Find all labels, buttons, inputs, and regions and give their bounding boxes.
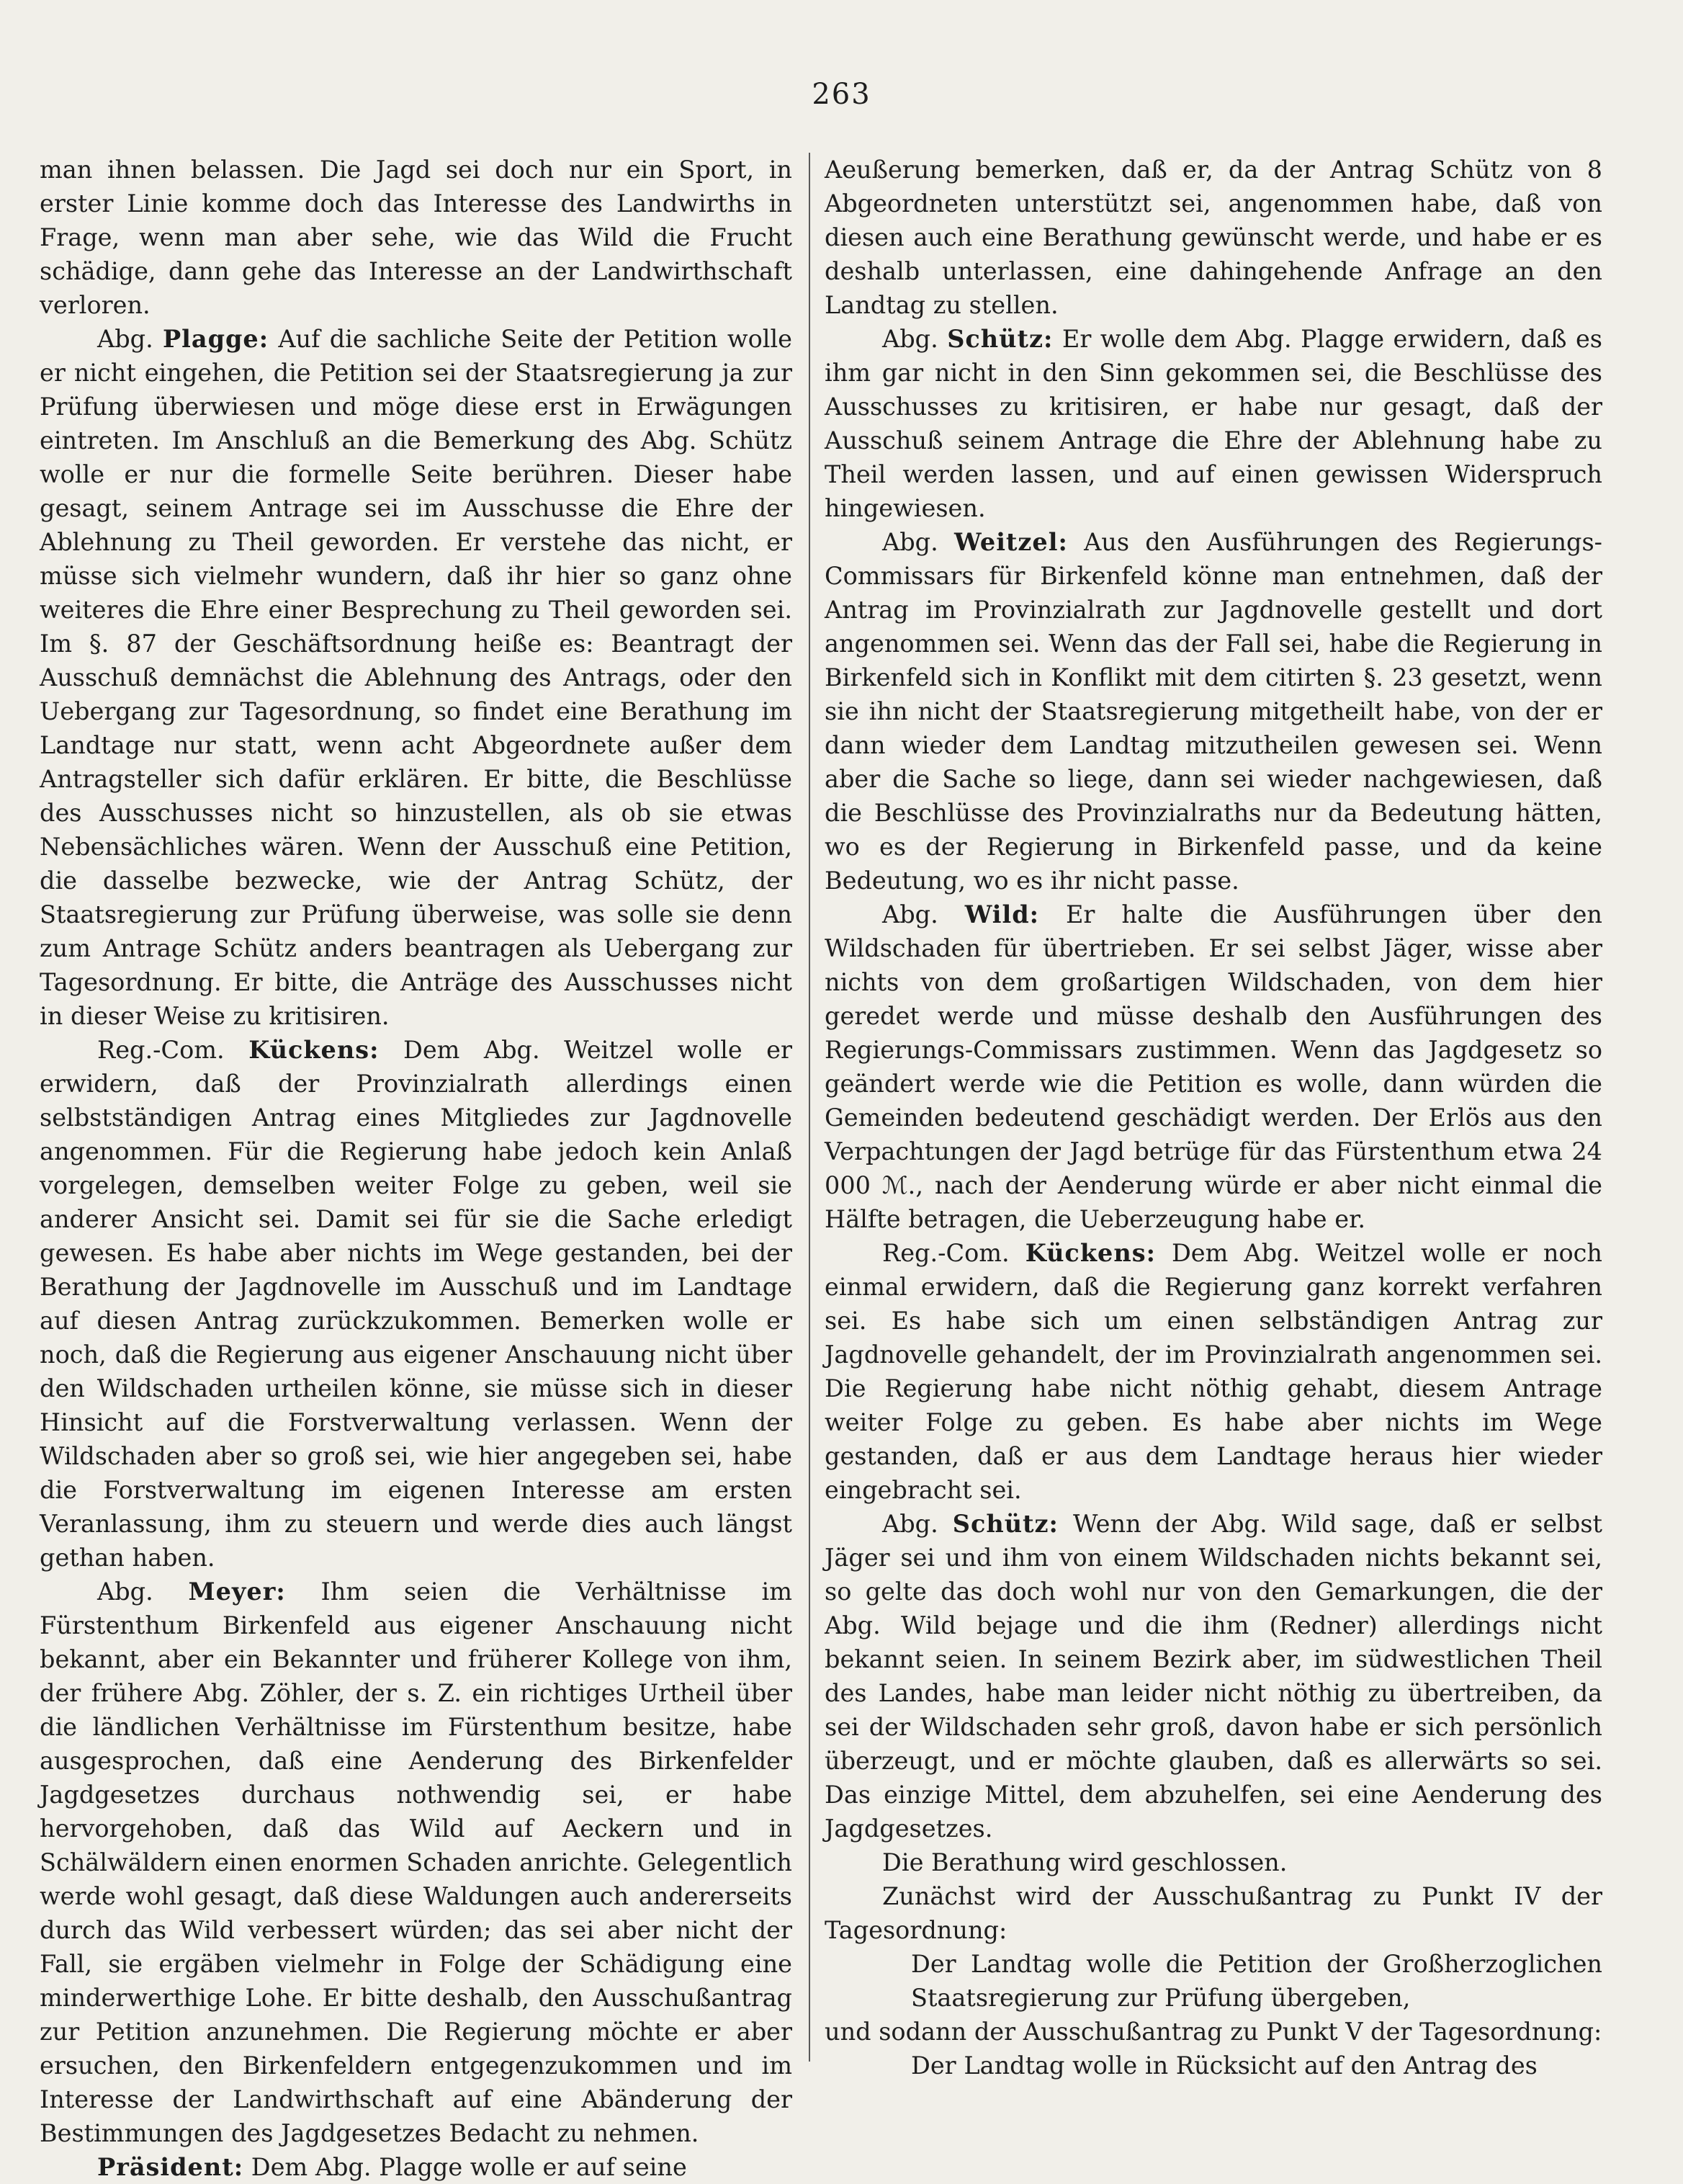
speech-text: Aus den Ausführungen des Regierungs-Commissars für Birkenfeld könne man entnehmen, daß der Antrag im Provinzialrath zur Jagdnovelle gestellt und dort angenommen sei. Wenn das der Fall sei, habe die Regierung in Birkenfeld sich in Konflikt mit dem citirten §. 23 gesetzt, wenn sie ihn nicht der Staatsregierung mitgetheilt habe, von der er dann wieder dem Landtag mitzutheilen gewesen sei. Wenn aber die Sache so liege, dann sei wieder nachgewiesen, daß die Beschlüsse des Provinzialraths nur da Bedeutung hätten, wo es der Regierung in Birkenfeld passe, und da keine Bedeutung, wo es ihr nicht passe. [825,528,1602,895]
right-text-column [825,153,1602,2080]
speech-paragraph [40,2150,792,2184]
speaker-prefix: Abg. [882,900,938,928]
speaker-prefix: Abg. [97,325,153,353]
speech-paragraph [825,1507,1602,1845]
speaker-name: Schütz: [952,1510,1059,1538]
speech-paragraph [40,322,792,1033]
speech-paragraph [40,1575,792,2150]
speaker-name: Weitzel: [953,528,1068,556]
left-text-column [40,153,793,2181]
paragraph: Die Berathung wird geschlossen. [882,1848,1288,1876]
speaker-name: Kückens: [1025,1239,1156,1267]
speaker-name: Schütz: [947,325,1054,353]
speech-text: Wenn der Abg. Wild sage, daß er selbst Jäger sei und ihm von einem Wildschaden nichts bekannt sei, so gelte das doch wohl nur von den Gemarkungen, die der Abg. Wild bejage und die ihm (Redner) allerdings nicht bekannt seien. In seinem Bezirk aber, im südwestlichen Theil des Landes, habe man leider nicht nöthig zu übertreiben, da sei der Wildschaden sehr groß, davon habe er sich persönlich überzeugt, und er möchte glauben, daß es allerwärts so sei. Das einzige Mittel, dem abzuhelfen, sei eine Aenderung des Jagdgesetzes. [825,1510,1602,1843]
speech-text: Er wolle dem Abg. Plagge erwidern, daß es ihm gar nicht in den Sinn gekommen sei, die Beschlüsse des Ausschusses zu kritisiren, er habe nur gesagt, daß der Ausschuß seinem Antrage die Ehre der Ablehnung habe zu Theil werden lassen, und auf einen gewissen Widerspruch hingewiesen. [825,325,1602,522]
speaker-prefix: Abg. [882,1510,938,1538]
speaker-prefix: Abg. [882,325,938,353]
quoted-motion: Der Landtag wolle in Rücksicht auf den Antrag des [911,2051,1538,2080]
speaker-name: Präsident: [97,2153,244,2181]
speech-paragraph [825,525,1602,898]
speech-text: Dem Abg. Weitzel wolle er erwidern, daß der Provinzialrath allerdings einen selbstständigen Antrag eines Mitgliedes zur Jagdnovelle angenommen. Für die Regierung habe jedoch kein Anlaß vorgelegen, demselben weiter Folge zu geben, weil sie anderer Ansicht sei. Damit sei für sie die Sache erledigt gewesen. Es habe aber nichts im Wege gestanden, bei der Berathung der Jagdnovelle im Ausschuß und im Landtage auf diesen Antrag zurückzukommen. Bemerken wolle er noch, daß die Regierung aus eigener Anschauung nicht über den Wildschaden urtheilen könne, sie müsse sich in dieser Hinsicht auf die Forstverwaltung verlassen. Wenn der Wildschaden aber so groß sei, wie hier angegeben sei, habe die Forstverwaltung im eigenen Interesse am ersten Veranlassung, ihm zu steuern und werde dies auch längst gethan haben. [40,1036,792,1572]
speaker-name: Kückens: [248,1036,380,1064]
speaker-name: Meyer: [188,1577,286,1606]
speaker-name: Plagge: [162,325,269,353]
quoted-motion: Der Landtag wolle die Petition der Großherzoglichen Staatsregierung zur Prüfung übergeben, [911,1950,1602,2012]
speaker-prefix: Abg. [882,528,938,556]
paragraph: Aeußerung bemerken, daß er, da der Antrag Schütz von 8 Abgeordneten unterstützt sei, angenommen habe, daß von diesen auch eine Berathung gewünscht werde, und habe er es deshalb unterlassen, eine dahingehende Anfrage an den Landtag zu stellen. [825,156,1602,319]
speech-paragraph [825,898,1602,1236]
page-number: 263 [812,78,871,111]
speech-text: Ihm seien die Verhältnisse im Fürstenthum Birkenfeld aus eigener Anschauung nicht bekannt, aber ein Bekannter und früherer Kollege von ihm, der frühere Abg. Zöhler, der s. Z. ein richtiges Urtheil über die ländlichen Verhältnisse im Fürstenthum besitze, habe ausgesprochen, daß eine Aenderung des Birkenfelder Jagdgesetzes durchaus nothwendig sei, er habe hervorgehoben, daß das Wild auf Aeckern und in Schälwäldern einen enormen Schaden anrichte. Gelegentlich werde wohl gesagt, daß diese Waldungen auch andererseits durch das Wild verbessert würden; das sei aber nicht der Fall, sie ergäben vielmehr in Folge der Schädigung eine minderwerthige Lohe. Er bitte deshalb, den Ausschußantrag zur Petition anzunehmen. Die Regierung möchte er aber ersuchen, den Birkenfeldern entgegenzukommen und im Interesse der Landwirthschaft auf eine Abänderung der Bestimmungen des Jagdgesetzes Bedacht zu nehmen. [40,1577,793,2147]
paragraph: Zunächst wird der Ausschußantrag zu Punkt IV der Tagesordnung: [825,1882,1602,1944]
column-divider [809,153,810,2062]
speaker-prefix: Reg.-Com. [882,1239,1010,1267]
paragraph: man ihnen belassen. Die Jagd sei doch nur ein Sport, in erster Linie komme doch das Interesse des Landwirths in Frage, wenn man aber sehe, wie das Wild die Frucht schädige, dann gehe das Interesse an der Landwirthschaft verloren. [40,156,792,319]
speaker-prefix: Reg.-Com. [97,1036,225,1064]
speech-paragraph [825,322,1602,525]
speech-text: Dem Abg. Plagge wolle er auf seine [251,2153,687,2181]
speech-text: Dem Abg. Weitzel wolle er noch einmal erwidern, daß die Regierung ganz korrekt verfahren sei. Es habe sich um einen selbständigen Antrag zur Jagdnovelle gehandelt, der im Provinzialrath angenommen sei. Die Regierung habe nicht nöthig gehabt, diesem Antrage weiter Folge zu geben. Es habe aber nichts im Wege gestanden, daß er aus dem Landtage heraus hier wieder eingebracht sei. [825,1239,1602,1504]
paragraph: und sodann der Ausschußantrag zu Punkt V der Tagesordnung: [825,2018,1602,2046]
speech-paragraph [40,1033,792,1575]
speech-text: Er halte die Ausführungen über den Wildschaden für übertrieben. Er sei selbst Jäger, wisse aber nichts von dem großartigen Wildschaden, von dem hier geredet werde und müsse deshalb den Ausführungen des Regierungs-Commissars zustimmen. Wenn das Jagdgesetz so geändert werde wie die Petition es wolle, dann würden die Gemeinden bedeutend geschädigt werden. Der Erlös aus den Verpachtungen der Jagd betrüge für das Fürstenthum etwa 24 000 ℳ., nach der Aenderung würde er aber nicht einmal die Hälfte betragen, die Ueberzeugung habe er. [825,900,1602,1233]
speech-text: Auf die sachliche Seite der Petition wolle er nicht eingehen, die Petition sei der Staatsregierung ja zur Prüfung überwiesen und möge diese erst in Erwägungen eintreten. Im Anschluß an die Bemerkung des Abg. Schütz wolle er nur die formelle Seite berühren. Dieser habe gesagt, seinem Antrage sei im Ausschusse die Ehre der Ablehnung zu Theil geworden. Er verstehe das nicht, er müsse sich vielmehr wundern, daß ihr hier so ganz ohne weiteres die Ehre einer Besprechung zu Theil geworden sei. Im §. 87 der Geschäftsordnung heiße es: Beantragt der Ausschuß demnächst die Ablehnung des Antrags, oder den Uebergang zur Tagesordnung, so findet eine Berathung im Landtage nur statt, wenn acht Abgeordnete außer dem Antragsteller sich dafür erklären. Er bitte, die Beschlüsse des Ausschusses nicht so hinzustellen, als ob sie etwas Nebensächliches wären. Wenn der Ausschuß eine Petition, die dasselbe bezwecke, wie der Antrag Schütz, der Staatsregierung zur Prüfung überweise, was solle sie denn zum Antrage Schütz anders beantragen als Uebergang zur Tagesordnung. Er bitte, die Anträge des Ausschusses nicht in dieser Weise zu kritisiren. [40,325,792,1030]
speech-paragraph [825,1236,1602,1507]
speaker-name: Wild: [964,900,1039,928]
speaker-prefix: Abg. [97,1577,153,1606]
